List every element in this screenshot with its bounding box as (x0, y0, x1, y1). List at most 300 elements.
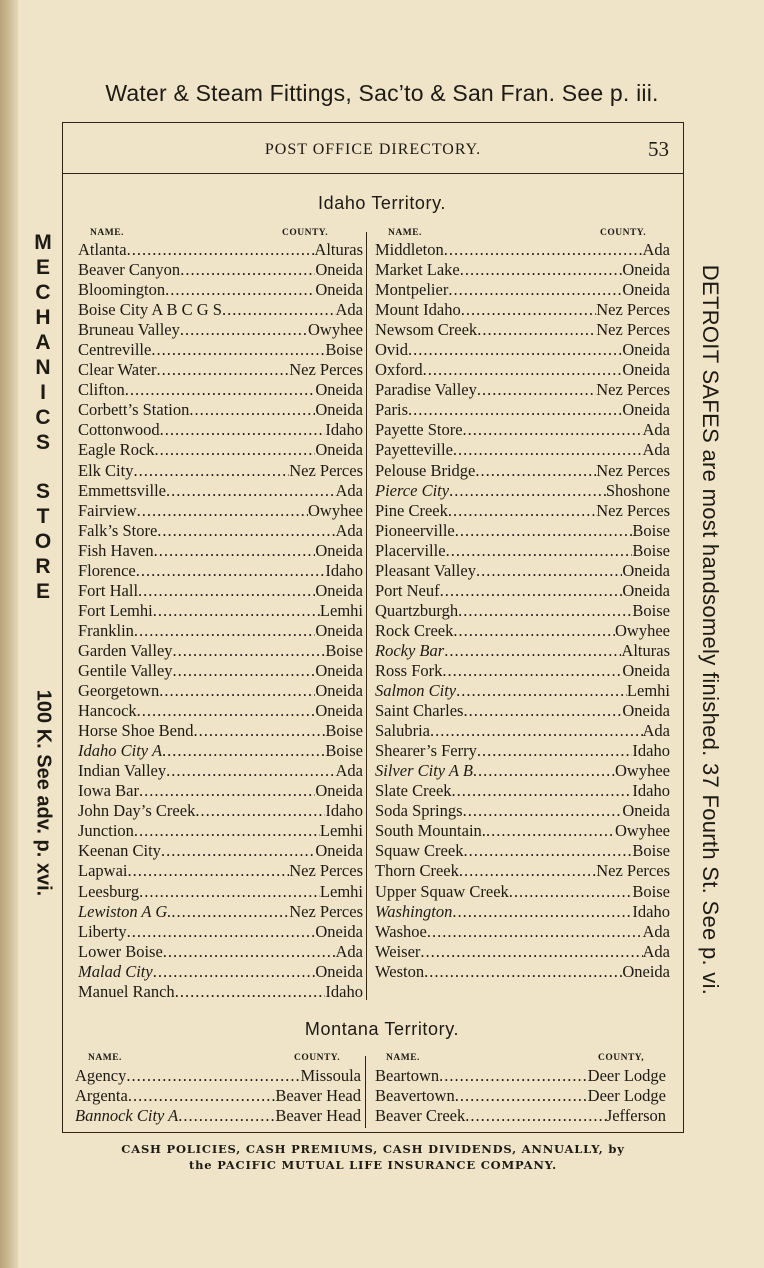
county-name: Idaho (632, 781, 670, 801)
vertical-letter: N (35, 356, 51, 379)
post-office-name: Mount Idaho (375, 300, 461, 320)
county-name: Oneida (315, 380, 363, 400)
footer-line-1: CASH POLICIES, CASH PREMIUMS, CASH DIVIDENDS, ANNUALLY, by (121, 1142, 625, 1156)
directory-entry (78, 581, 363, 601)
post-office-name: Boise City A B C G S (78, 300, 222, 320)
leader-dots (159, 681, 315, 701)
post-office-name: Fairview (78, 500, 137, 520)
leader-dots (161, 841, 315, 861)
directory-entry (375, 821, 670, 841)
county-name: Idaho (325, 420, 363, 440)
directory-entry (78, 260, 363, 280)
post-office-name: Hancock (78, 701, 137, 721)
directory-entry (375, 280, 670, 300)
county-name: Boise (325, 741, 363, 761)
leader-dots (154, 541, 316, 561)
county-name: Oneida (622, 961, 670, 981)
page-number: 53 (648, 137, 669, 161)
post-office-name: Pioneerville (375, 520, 455, 540)
post-office-name: Iowa Bar (78, 781, 139, 801)
directory-entry (375, 360, 670, 380)
directory-entry (375, 902, 670, 922)
leader-dots (408, 340, 622, 360)
directory-entry (375, 1066, 666, 1086)
post-office-name: Garden Valley (78, 640, 173, 660)
directory-entry (375, 641, 670, 661)
leader-dots (139, 882, 320, 902)
county-name: Oneida (622, 660, 670, 680)
directory-entry (78, 561, 363, 581)
directory-entry (78, 781, 363, 801)
county-name: Ada (642, 941, 670, 961)
county-name: Jefferson (605, 1106, 666, 1126)
directory-entry (375, 400, 670, 420)
post-office-name: Salmon City (375, 681, 457, 701)
post-office-name: Quartzburgh (375, 600, 459, 620)
county-name: Boise (632, 540, 670, 560)
county-name: Lemhi (626, 681, 670, 701)
directory-entry (78, 741, 363, 761)
directory-entry (78, 902, 363, 922)
county-name: Nez Perces (596, 380, 670, 400)
leader-dots (126, 1066, 300, 1086)
leader-dots (137, 501, 308, 521)
directory-entry (78, 501, 363, 521)
leader-dots (452, 902, 632, 922)
county-name: Oneida (315, 540, 363, 560)
directory-entry (78, 541, 363, 561)
county-name: Oneida (315, 921, 363, 941)
county-name: Nez Perces (596, 500, 670, 520)
post-office-name: Clifton (78, 380, 125, 400)
directory-entry (75, 1106, 361, 1126)
directory-entry (375, 521, 670, 541)
leader-dots (477, 380, 596, 400)
leader-dots (448, 280, 622, 300)
directory-entry (78, 982, 363, 1002)
left-margin-advertisement (32, 230, 54, 1030)
vertical-letter: E (35, 580, 50, 603)
county-name: Idaho (632, 741, 670, 761)
post-office-name: Keenan City (78, 841, 161, 861)
leader-dots (163, 942, 336, 962)
post-office-name: Fort Hall (78, 580, 139, 600)
idaho-right-name-header: NAME. (388, 228, 422, 238)
county-name: Boise (632, 600, 670, 620)
left-rotated-container (28, 608, 58, 978)
county-name: Nez Perces (596, 300, 670, 320)
directory-entry (78, 962, 363, 982)
county-name: Owyhee (308, 500, 363, 520)
directory-entry (78, 942, 363, 962)
header-rule (63, 173, 683, 174)
leader-dots (136, 561, 326, 581)
leader-dots (175, 982, 326, 1002)
leader-dots (180, 320, 308, 340)
post-office-name: Soda Springs (375, 801, 463, 821)
vertical-letter: T (36, 505, 50, 528)
post-office-name: Cottonwood (78, 420, 160, 440)
directory-entry (375, 320, 670, 340)
vertical-letter: I (40, 381, 46, 404)
post-office-name: Falk’s Store (78, 520, 158, 540)
leader-dots (444, 641, 621, 661)
directory-entry (375, 621, 670, 641)
vertical-letter: C (35, 406, 51, 429)
post-office-name: Franklin (78, 620, 134, 640)
leader-dots (165, 280, 315, 300)
county-name: Deer Lodge (587, 1066, 666, 1085)
directory-entry (375, 922, 670, 942)
leader-dots (139, 781, 315, 801)
county-name: Ada (642, 420, 670, 440)
post-office-name: Gentile Valley (78, 660, 173, 680)
post-office-name: Agency (75, 1066, 127, 1085)
idaho-right-county-header: COUNTY. (600, 228, 647, 238)
directory-entry (375, 942, 670, 962)
post-office-name: Beaver Canyon (78, 260, 181, 280)
directory-entry (375, 841, 670, 861)
county-name: Oneida (315, 961, 363, 981)
county-name: Ada (335, 941, 363, 961)
leader-dots (162, 741, 325, 761)
county-name: Lemhi (319, 600, 363, 620)
leader-dots (151, 340, 325, 360)
montana-left-column (75, 1066, 361, 1126)
county-name: Oneida (622, 560, 670, 580)
leader-dots (420, 942, 642, 962)
top-advertisement: Water & Steam Fittings, Sac’to & San Fran. See p. iii. (105, 80, 659, 106)
county-name: Ada (642, 440, 670, 460)
county-name: Owyhee (615, 761, 670, 781)
post-office-name: Indian Valley (78, 761, 167, 781)
directory-entry (78, 721, 363, 741)
leader-dots (171, 902, 289, 922)
post-office-name: Upper Squaw Creek (375, 881, 509, 901)
directory-entry (78, 380, 363, 400)
directory-entry (78, 641, 363, 661)
post-office-name: Centreville (78, 340, 152, 360)
vertical-letter: M (34, 231, 52, 254)
county-name: Oneida (315, 701, 363, 721)
vertical-letter: C (35, 281, 51, 304)
leader-dots (446, 541, 633, 561)
directory-entry (78, 481, 363, 501)
vertical-letter: S (35, 431, 50, 454)
post-office-name: Fish Haven (78, 540, 154, 560)
post-office-name: Pierce City (375, 480, 450, 500)
leader-dots (138, 581, 315, 601)
leader-dots (189, 400, 315, 420)
directory-entry (375, 781, 670, 801)
leader-dots (456, 681, 627, 701)
county-name: Oneida (622, 400, 670, 420)
post-office-name: Beartown (375, 1066, 440, 1085)
leader-dots (173, 661, 316, 681)
post-office-name: Bannock City A (75, 1106, 179, 1126)
leader-dots (440, 581, 623, 601)
post-office-name: Fort Lemhi (78, 600, 153, 620)
post-office-name: Montpelier (375, 280, 449, 300)
county-name: Oneida (622, 260, 670, 280)
page-header-title: POST OFFICE DIRECTORY. (264, 141, 482, 158)
post-office-name: Corbett’s Station (78, 400, 190, 420)
post-office-name: John Day’s Creek (78, 801, 196, 821)
county-name: Nez Perces (289, 460, 363, 480)
county-name: Oneida (622, 580, 670, 600)
county-name: Shoshone (605, 480, 670, 500)
post-office-name: Paradise Valley (375, 380, 477, 400)
directory-entry (375, 240, 670, 260)
post-office-name: Elk City (78, 460, 134, 480)
directory-entry (75, 1066, 361, 1086)
post-office-name: Ovid (375, 340, 408, 360)
leader-dots (166, 481, 336, 501)
directory-entry (78, 420, 363, 440)
directory-entry (78, 440, 363, 460)
post-office-name: Slate Creek (375, 781, 452, 801)
county-name: Lemhi (319, 881, 363, 901)
left-rotated-text: 100 K. See adv. p. xvi. (32, 689, 55, 897)
leader-dots (423, 360, 623, 380)
leader-dots (455, 1086, 588, 1106)
county-name: Alturas (314, 240, 363, 259)
directory-entry (78, 340, 363, 360)
leader-dots (137, 701, 316, 721)
montana-left-name-header: NAME. (88, 1053, 122, 1063)
county-name: Boise (632, 841, 670, 861)
post-office-name: Georgetown (78, 681, 160, 701)
county-name: Oneida (622, 360, 670, 380)
directory-entry (375, 861, 670, 881)
leader-dots (452, 781, 633, 801)
directory-entry (375, 1106, 666, 1126)
leader-dots (193, 721, 325, 741)
leader-dots (459, 861, 596, 881)
leader-dots (133, 461, 289, 481)
post-office-name: Bruneau Valley (78, 320, 180, 340)
directory-entry (78, 681, 363, 701)
directory-entry (78, 861, 363, 881)
post-office-name: Bloomington (78, 280, 166, 300)
directory-entry (78, 801, 363, 821)
county-name: Oneida (622, 280, 670, 300)
footer-line-2: the PACIFIC MUTUAL LIFE INSURANCE COMPANY. (189, 1158, 557, 1172)
post-office-name: Market Lake (375, 260, 460, 280)
county-name: Oneida (622, 701, 670, 721)
county-name: Oneida (315, 660, 363, 680)
directory-entry (75, 1086, 361, 1106)
directory-entry (78, 601, 363, 621)
directory-entry (78, 280, 363, 300)
county-name: Nez Perces (289, 360, 363, 380)
directory-entry (78, 661, 363, 681)
county-name: Idaho (325, 981, 363, 1001)
leader-dots (166, 761, 335, 781)
leader-dots (155, 440, 316, 460)
directory-entry (375, 661, 670, 681)
county-name: Idaho (325, 801, 363, 821)
county-name: Nez Perces (289, 901, 363, 921)
leader-dots (477, 320, 596, 340)
post-office-name: Beaver Creek (375, 1106, 466, 1126)
county-name: Nez Perces (596, 460, 670, 480)
directory-entry (78, 882, 363, 902)
leader-dots (486, 821, 615, 841)
leader-dots (509, 882, 633, 902)
post-office-name: Pleasant Valley (375, 560, 476, 580)
directory-entry (78, 300, 363, 320)
post-office-name: Argenta (75, 1086, 128, 1106)
leader-dots (157, 521, 335, 541)
montana-right-name-header: NAME. (386, 1053, 420, 1063)
post-office-name: Lewiston A G. (78, 901, 172, 921)
county-name: Boise (325, 721, 363, 741)
county-name: Nez Perces (596, 320, 670, 340)
county-name: Idaho (325, 560, 363, 580)
county-name: Oneida (315, 781, 363, 801)
post-office-name: Salubria (375, 721, 430, 741)
montana-left-county-header: COUNTY. (294, 1053, 341, 1063)
post-office-name: Ross Fork (375, 660, 443, 680)
idaho-section-title: Idaho Territory. (318, 193, 446, 213)
directory-entry (375, 581, 670, 601)
directory-entry (78, 521, 363, 541)
post-office-name: Leesburg (78, 881, 140, 901)
vertical-letter: A (35, 331, 51, 354)
directory-entry (375, 501, 670, 521)
idaho-left-county-header: COUNTY. (282, 228, 329, 238)
leader-dots (427, 922, 643, 942)
left-vertical-letters (34, 230, 52, 604)
post-office-name: Paris (375, 400, 408, 420)
directory-entry (375, 1086, 666, 1106)
leader-dots (463, 801, 623, 821)
post-office-name: Atlanta (78, 240, 127, 259)
leader-dots (439, 1066, 588, 1086)
directory-entry (375, 300, 670, 320)
post-office-name: Shearer’s Ferry (375, 741, 477, 761)
vertical-letter: S (35, 480, 50, 503)
leader-dots (408, 400, 622, 420)
directory-entry (375, 561, 670, 581)
post-office-name: Thorn Creek (375, 861, 459, 881)
county-name: Lemhi (319, 821, 363, 841)
post-office-name: Middleton (375, 240, 444, 259)
county-name: Owyhee (308, 320, 363, 340)
post-office-name: Lower Boise (78, 941, 163, 961)
leader-dots (449, 481, 606, 501)
county-name: Ada (335, 520, 363, 540)
directory-entry (78, 360, 363, 380)
county-name: Idaho (632, 901, 670, 921)
leader-dots (461, 300, 597, 320)
directory-entry (375, 340, 670, 360)
directory-entry (375, 721, 670, 741)
directory-entry (78, 821, 363, 841)
post-office-name: Placerville (375, 540, 446, 560)
leader-dots (455, 521, 633, 541)
county-name: Oneida (315, 260, 363, 280)
leader-dots (453, 621, 615, 641)
county-name: Ada (642, 240, 670, 259)
directory-entry (375, 420, 670, 440)
county-name: Oneida (315, 440, 363, 460)
directory-entry (375, 701, 670, 721)
county-name: Nez Perces (289, 861, 363, 881)
directory-entry (375, 681, 670, 701)
directory-entry (375, 761, 670, 781)
montana-right-column (375, 1066, 666, 1126)
directory-entry (78, 922, 363, 942)
leader-dots (134, 621, 315, 641)
directory-entry (78, 761, 363, 781)
leader-dots (430, 721, 643, 741)
directory-entry (375, 440, 670, 460)
county-name: Owyhee (615, 620, 670, 640)
leader-dots (442, 661, 622, 681)
leader-dots (463, 841, 632, 861)
directory-entry (375, 601, 670, 621)
county-name: Oneida (315, 280, 363, 300)
leader-dots (178, 1106, 275, 1126)
county-name: Oneida (622, 801, 670, 821)
leader-dots (476, 561, 622, 581)
directory-entry (375, 741, 670, 761)
county-name: Owyhee (615, 821, 670, 841)
post-office-name: Squaw Creek (375, 841, 464, 861)
vertical-letter: H (35, 306, 51, 329)
post-office-name: Malad City (78, 961, 153, 981)
directory-entry (78, 461, 363, 481)
post-office-name: Payette Store (375, 420, 463, 440)
post-office-name: Florence (78, 560, 136, 580)
leader-dots (222, 300, 336, 320)
vertical-letter: E (35, 256, 50, 279)
directory-entry (375, 380, 670, 400)
post-office-name: Liberty (78, 921, 127, 941)
leader-dots (458, 601, 632, 621)
county-name: Oneida (315, 580, 363, 600)
county-name: Ada (335, 300, 363, 320)
directory-entry (78, 240, 363, 260)
directory-entry (78, 621, 363, 641)
post-office-name: Port Neuf (375, 580, 440, 600)
post-office-name: Horse Shoe Bend (78, 721, 194, 741)
vertical-letter: O (34, 530, 52, 553)
leader-dots (463, 420, 643, 440)
county-name: Boise (632, 520, 670, 540)
county-name: Nez Perces (596, 861, 670, 881)
post-office-name: Manuel Ranch (78, 981, 175, 1001)
post-office-name: Junction (78, 821, 134, 841)
leader-dots (475, 461, 596, 481)
county-name: Oneida (622, 340, 670, 360)
leader-dots (134, 821, 320, 841)
directory-entry (78, 701, 363, 721)
county-name: Ada (642, 721, 670, 741)
leader-dots (125, 380, 316, 400)
vertical-letter: R (35, 555, 51, 578)
county-name: Oneida (315, 620, 363, 640)
leader-dots (473, 761, 615, 781)
idaho-left-name-header: NAME. (90, 228, 124, 238)
post-office-name: Rock Creek (375, 620, 454, 640)
leader-dots (444, 240, 643, 260)
county-name: Missoula (300, 1066, 361, 1085)
post-office-name: South Mountain. (375, 821, 486, 841)
county-name: Boise (325, 640, 363, 660)
